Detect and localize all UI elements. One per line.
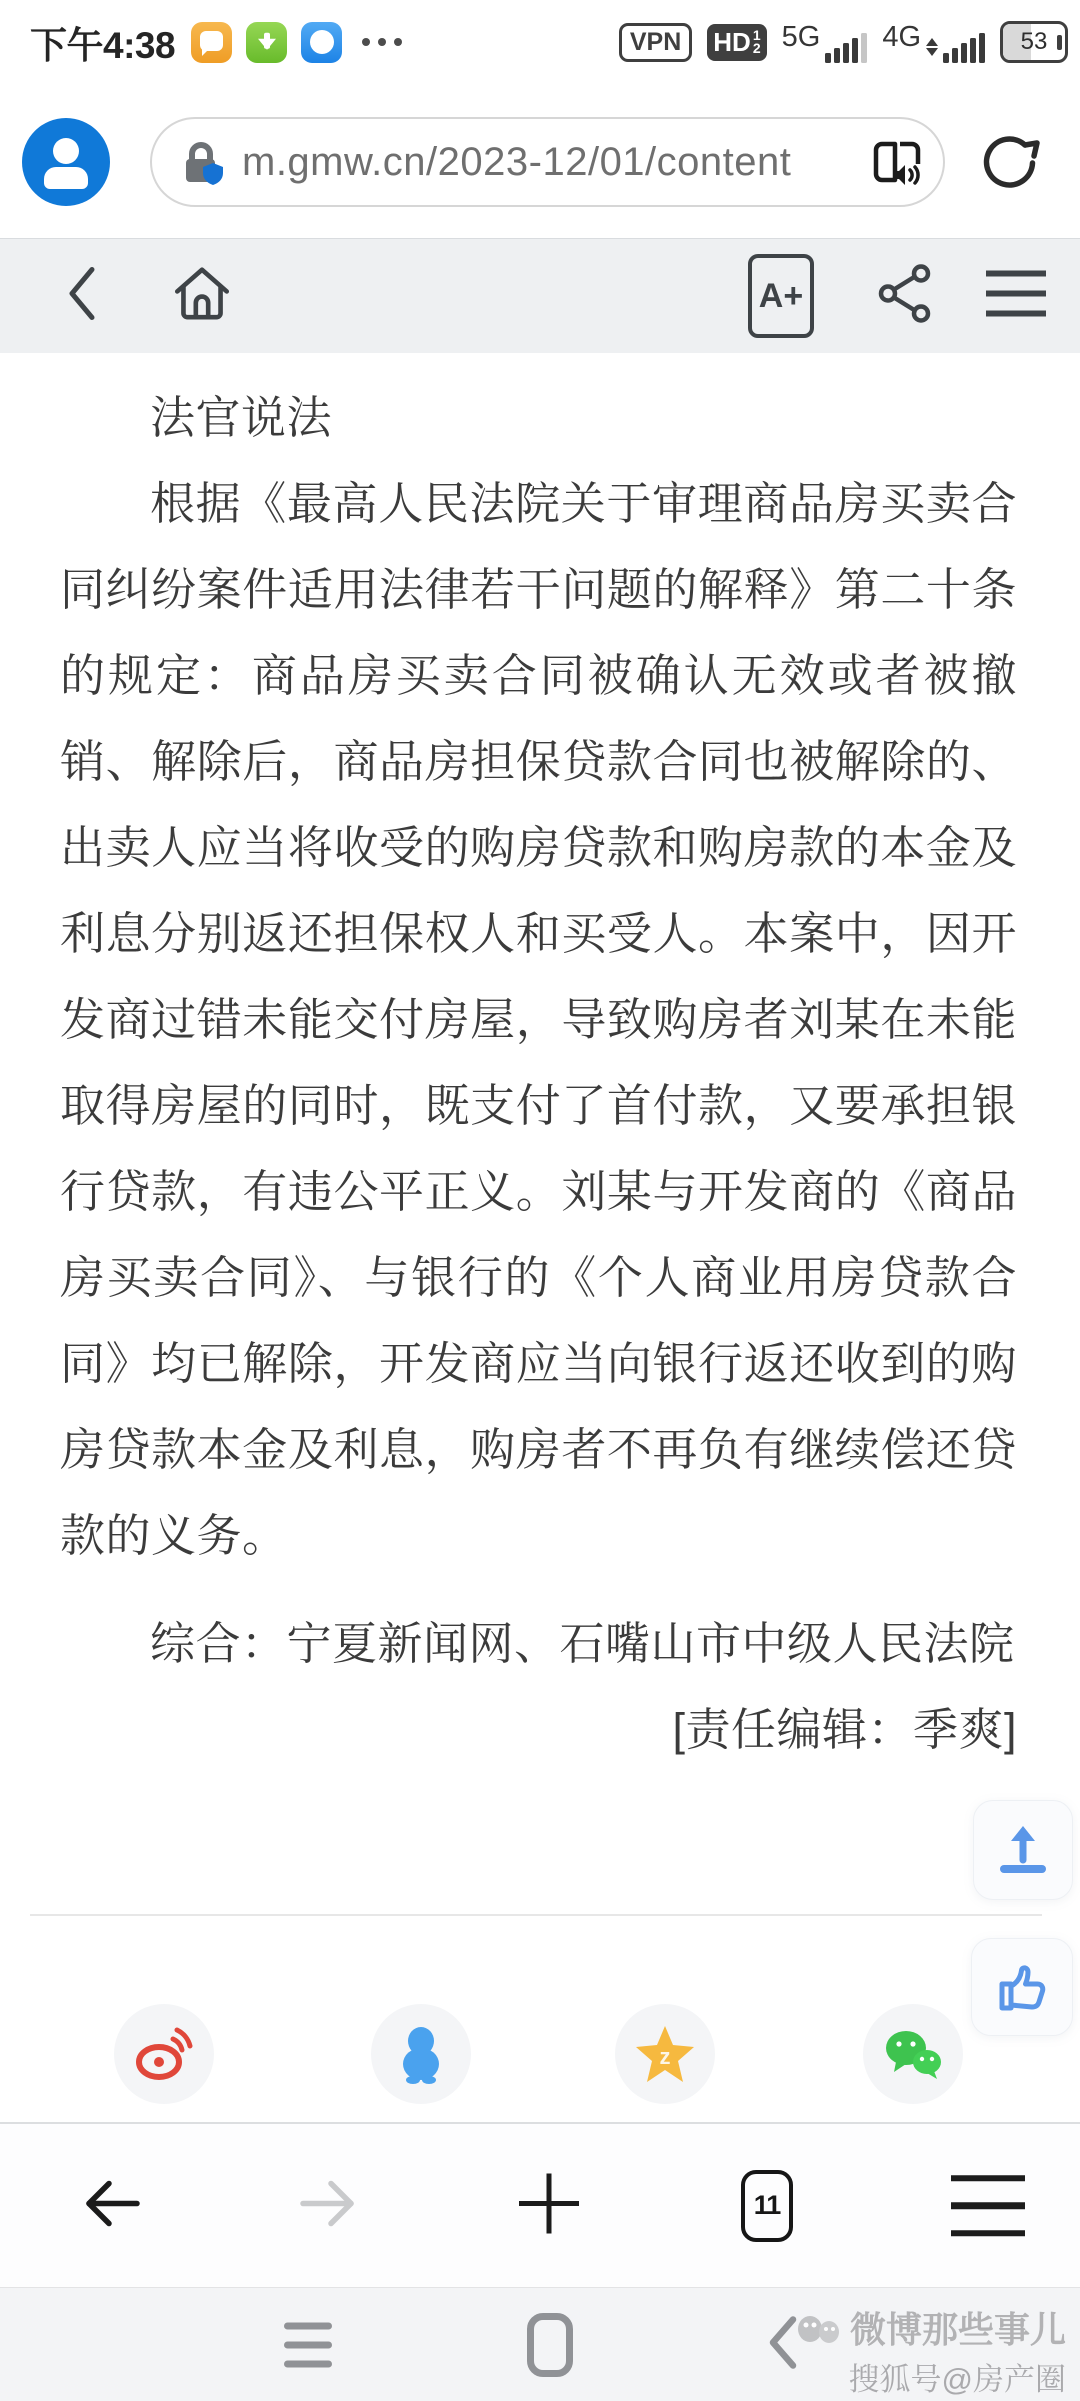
home-icon <box>168 260 236 328</box>
more-notifications-icon <box>362 38 402 46</box>
address-bar[interactable] <box>150 117 945 207</box>
chevron-left-icon <box>767 2313 799 2371</box>
chevron-left-icon <box>60 262 104 326</box>
back-to-top-button[interactable] <box>973 1800 1073 1900</box>
wechat-icon <box>882 2026 944 2082</box>
watermark-line2: 搜狐号@房产圈 <box>848 2362 1066 2397</box>
share-button[interactable] <box>876 263 934 330</box>
qzone-star-icon <box>634 2024 696 2084</box>
signal-4g: 4G <box>882 21 985 63</box>
browser-toolbar <box>0 238 1080 353</box>
watermark-logo-icon <box>796 2310 844 2346</box>
thumbs-up-icon <box>993 1958 1051 2016</box>
arrow-left-icon <box>81 2176 143 2230</box>
nav-back-button[interactable] <box>81 2176 143 2235</box>
lock-security-icon <box>178 138 226 186</box>
avatar-person-icon <box>53 138 79 164</box>
share-icon <box>876 263 934 325</box>
article-content <box>60 375 1017 1773</box>
url-text[interactable]: m.gmw.cn/2023-12/01/content <box>242 139 792 184</box>
vpn-badge: VPN <box>619 23 692 62</box>
nav-menu-button[interactable] <box>951 2175 1025 2237</box>
share-wechat-button[interactable] <box>863 2004 963 2104</box>
android-nav-bar <box>0 2287 1080 2401</box>
data-arrows-icon <box>926 32 938 62</box>
nav-forward-button[interactable] <box>297 2176 359 2235</box>
download-icon <box>246 22 287 63</box>
plus-icon <box>515 2169 583 2237</box>
watermark-line1: 微博那些事儿 <box>849 2309 1066 2350</box>
refresh-button[interactable] <box>978 130 1042 194</box>
signal-5g: 5G <box>782 21 868 63</box>
new-tab-button[interactable] <box>515 2169 583 2242</box>
profile-avatar[interactable] <box>22 118 110 206</box>
toolbar-menu-button[interactable] <box>984 269 1048 324</box>
chat-app-icon <box>301 22 342 63</box>
arrow-right-icon <box>297 2176 359 2230</box>
watermark <box>796 2302 1066 2399</box>
tab-switcher-button[interactable] <box>741 2170 793 2242</box>
android-back-button[interactable] <box>767 2313 799 2376</box>
article-source: 综合：宁夏新闻网、石嘴山市中级人民法院 <box>150 1618 1015 1669</box>
share-qq-button[interactable] <box>371 2004 471 2104</box>
content-divider <box>30 1914 1042 1916</box>
share-weibo-button[interactable] <box>114 2004 214 2104</box>
tab-count: 11 <box>753 2190 781 2220</box>
svg-text:z: z <box>659 2044 671 2069</box>
article-heading: 法官说法 <box>150 392 333 443</box>
browser-bottom-nav <box>0 2124 1080 2287</box>
font-size-button[interactable]: A+ <box>748 254 814 338</box>
weibo-icon <box>133 2025 195 2083</box>
like-button[interactable] <box>971 1938 1073 2036</box>
share-qzone-button[interactable] <box>615 2004 715 2104</box>
article-paragraph: 根据《最高人民法院关于审理商品房买卖合同纠纷案件适用法律若干问题的解释》第二十条的规定：商品房买卖合同被确认无效或者被撤销、解除后，商品房担保贷款合同也被解除的、出卖人应当将收受的购房贷款和购房款的本金及利息分别返还担保权人和买受人。本案中，因开发商过错未能交付房屋，导致购房者刘某在未能取得房屋的同时，既支付了首付款，又要承担银行贷款，有违公平正义。刘某与开发商的《商品房买卖合同》、与银行的《个人商业用房贷款合同》均已解除，开发商应当向银行返还收到的购房贷款本金及利息，购房者不再负有继续偿还贷款的义务。 <box>60 478 1017 1561</box>
message-app-icon <box>191 22 232 63</box>
android-recents-button[interactable] <box>284 2322 332 2367</box>
article-editor: [责任编辑：季爽] <box>672 1704 1017 1755</box>
battery-indicator: 53 <box>1000 21 1068 63</box>
notification-icons <box>191 22 342 63</box>
status-bar <box>0 0 1080 78</box>
read-aloud-icon[interactable] <box>869 134 925 190</box>
page-back-button[interactable] <box>60 262 104 331</box>
qq-icon <box>394 2024 448 2084</box>
hd-volte-badge: HD 1 2 <box>707 24 766 61</box>
refresh-icon <box>978 130 1042 194</box>
clock: 下午4:38 <box>30 25 176 66</box>
android-home-button[interactable] <box>527 2313 573 2377</box>
home-button[interactable] <box>168 260 236 333</box>
hamburger-menu-icon <box>984 269 1048 319</box>
arrow-up-icon <box>995 1822 1051 1878</box>
